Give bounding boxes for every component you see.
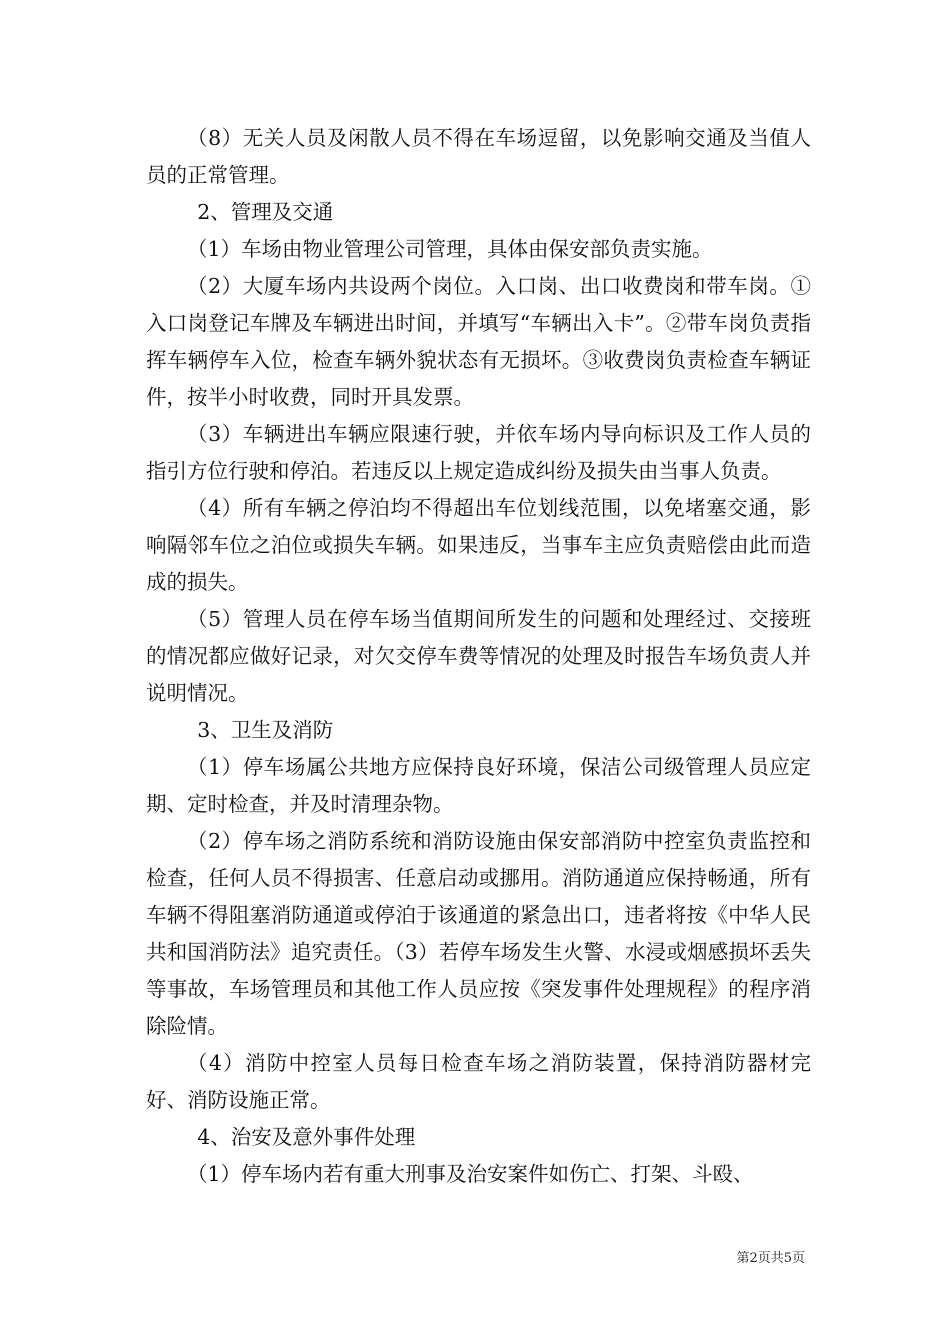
paragraph-item-2-5: （5）管理人员在停车场当值期间所发生的问题和处理经过、交接班的情况都应做好记录，对欠交停车费等情况的处理及时报告车场负责人并说明情况。 [146,607,811,705]
paragraph-item-2-4: （4）所有车辆之停泊均不得超出车位划线范围，以免堵塞交通，影响隔邻车位之泊位或损失车辆。如果违反，当事车主应负责赔偿由此而造成的损失。 [146,496,811,594]
paragraph-item-2-1: （1）车场由物业管理公司管理，具体由保安部负责实施。 [187,237,713,261]
document-body [146,120,811,1193]
section-heading-4: 4、治安及意外事件处理 [197,1125,416,1149]
page-number-footer: 第2页共5页 [736,1251,805,1266]
paragraph-item-3-4: （4）消防中控室人员每日检查车场之消防装置，保持消防器材完好、消防设施正常。 [146,1051,811,1112]
paragraph-item-2-3: （3）车辆进出车辆应限速行驶，并依车场内导向标识及工作人员的指引方位行驶和停泊。若违反以上规定造成纠纷及损失由当事人负责。 [146,422,811,483]
paragraph-item-4-1: （1）停车场内若有重大刑事及治安案件如伤亡、打架、斗殴、 [187,1162,754,1186]
paragraph-item-8: （8）无关人员及闲散人员不得在车场逗留，以免影响交通及当值人员的正常管理。 [146,126,811,187]
section-heading-3: 3、卫生及消防 [197,718,334,742]
section-heading-2: 2、管理及交通 [197,200,334,224]
paragraph-item-2-2: （2）大厦车场内共设两个岗位。入口岗、出口收费岗和带车岗。①入口岗登记车牌及车辆进出时间，并填写“车辆出入卡”。②带车岗负责指挥车辆停车入位，检查车辆外貌状态有无损坏。③收费岗负责检查车辆证件，按半小时收费，同时开具发票。 [146,274,811,409]
paragraph-item-3-2: （2）停车场之消防系统和消防设施由保安部消防中控室负责监控和检查，任何人员不得损害、任意启动或挪用。消防通道应保持畅通，所有车辆不得阻塞消防通道或停泊于该通道的紧急出口，违者将按《中华人民共和国消防法》追究责任。（3）若停车场发生火警、水浸或烟感损坏丢失等事故，车场管理员和其他工作人员应按《突发事件处理规程》的程序消除险情。 [146,829,811,1038]
paragraph-item-3-1: （1）停车场属公共地方应保持良好环境，保洁公司级管理人员应定期、定时检查，并及时清理杂物。 [146,755,811,816]
